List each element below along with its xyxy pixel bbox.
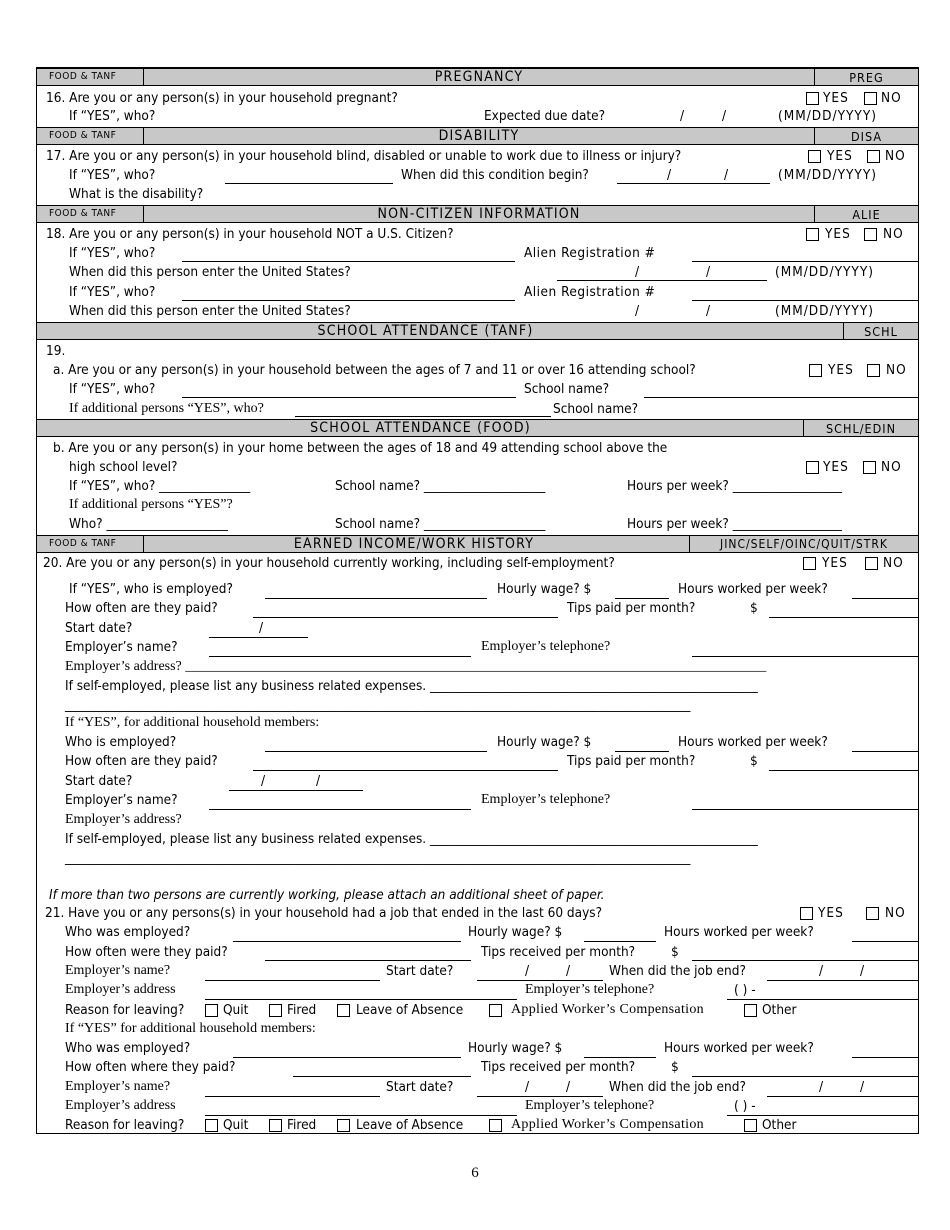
q20-self-employed-line[interactable]: If self-employed, please list any business related expenses. ______________________________________________________	[65, 678, 758, 694]
q18-enter-label: When did this person enter the United States?	[69, 264, 351, 280]
program-label: FOOD & TANF	[37, 206, 144, 222]
q19a-additional-field[interactable]	[295, 416, 551, 417]
q20-hours2-field[interactable]	[852, 751, 918, 752]
section-code: SCHL/EDIN	[803, 420, 918, 436]
section-header-earned-income	[37, 535, 918, 553]
q20-how-often-field[interactable]	[253, 617, 558, 618]
q19a-who-label: If “YES”, who?	[69, 381, 156, 397]
q20-no-label: NO	[883, 555, 904, 571]
q21-hours-field[interactable]	[852, 941, 918, 942]
q21-other-checkbox[interactable]	[744, 1004, 757, 1017]
page-number: 6	[471, 1165, 479, 1181]
q21-fired2-checkbox[interactable]	[269, 1119, 282, 1132]
date-separator: /	[316, 773, 321, 789]
q21-employer-address2-label: Employer’s address	[65, 1098, 176, 1113]
q20-start2-label: Start date?	[65, 773, 133, 789]
q20-employer-phone2-field[interactable]	[692, 809, 918, 810]
q20-yes-label: YES	[822, 555, 848, 571]
q19a-yes-checkbox[interactable]	[809, 364, 822, 377]
q21-employer-phone-format: ( ) -	[734, 982, 756, 998]
q18-who2-field[interactable]	[182, 300, 515, 301]
date-separator: /	[860, 1079, 865, 1095]
section-code: ALIE	[814, 206, 918, 222]
q17-begin-date-field[interactable]	[617, 183, 770, 184]
q21-start-field[interactable]	[477, 980, 603, 981]
q21-hours2-field[interactable]	[852, 1057, 918, 1058]
date-separator: /	[680, 108, 685, 124]
q21-how-often-label: How often were they paid?	[65, 944, 228, 960]
question-18: 18. Are you or any person(s) in your household NOT a U.S. Citizen?	[46, 226, 454, 242]
q21-who-was-field[interactable]	[233, 941, 461, 942]
q21-tips2-label: Tips received per month?	[481, 1059, 636, 1075]
q21-employer-address2-field[interactable]	[205, 1115, 517, 1116]
section-code: DISA	[814, 128, 918, 144]
q18-alien2-label: Alien Registration #	[524, 284, 656, 300]
q21-tips2-dollar: $	[671, 1059, 679, 1075]
q21-fired-label: Fired	[287, 1002, 317, 1018]
q17-who-label: If “YES”, who?	[69, 167, 156, 183]
q21-workers-comp-label: Applied Worker’s Compensation	[511, 1002, 704, 1017]
q21-employer-phone-label: Employer’s telephone?	[525, 982, 655, 997]
q19b-who-line[interactable]: If “YES”, who? _______________	[69, 478, 251, 494]
question-19: 19.	[46, 343, 66, 359]
q20-start-label: Start date?	[65, 620, 133, 636]
q18-alien-field[interactable]	[692, 261, 918, 262]
q16-due-date-label: Expected due date?	[484, 108, 606, 124]
q20-tips2-label: Tips paid per month?	[567, 753, 696, 769]
q18-yes-checkbox[interactable]	[806, 228, 819, 241]
section-code: PREG	[814, 69, 918, 85]
date-format-hint: (MM/DD/YYYY)	[775, 303, 874, 319]
q21-job-end-field[interactable]	[767, 980, 918, 981]
q19b-yes-label: YES	[823, 459, 849, 475]
q21-employer-address-label: Employer’s address	[65, 982, 176, 997]
q21-no-label: NO	[885, 905, 906, 921]
q19a-who-field[interactable]	[182, 397, 516, 398]
q21-employer-name2-label: Employer’s name?	[65, 1079, 171, 1094]
q18-alien2-field[interactable]	[692, 300, 918, 301]
q21-hourly-field[interactable]	[584, 941, 656, 942]
date-separator: /	[259, 620, 264, 636]
date-separator: /	[261, 773, 266, 789]
program-label: FOOD & TANF	[37, 536, 144, 552]
q19a-school-field[interactable]	[644, 397, 918, 398]
date-separator: /	[860, 963, 865, 979]
q20-employer-phone2-label: Employer’s telephone?	[481, 792, 611, 807]
q20-self-employed2-line[interactable]: If self-employed, please list any business related expenses. ______________________________________________________	[65, 831, 758, 847]
question-16: 16. Are you or any person(s) in your household pregnant?	[46, 90, 398, 106]
q21-employer-phone2-format: ( ) -	[734, 1098, 756, 1114]
q21-tips-label: Tips received per month?	[481, 944, 636, 960]
q19b-who2-line[interactable]: Who? ____________________	[69, 516, 228, 532]
q20-tips2-field[interactable]	[769, 770, 918, 771]
q20-who-employed2-field[interactable]	[265, 751, 487, 752]
q18-yes-label: YES	[825, 226, 851, 242]
question-19b: b. Are you or any person(s) in your home between the ages of 18 and 49 attending school above the	[53, 440, 668, 456]
q18-enter2-label: When did this person enter the United States?	[69, 303, 351, 319]
q21-quit2-checkbox[interactable]	[205, 1119, 218, 1132]
q21-employer-name-label: Employer’s name?	[65, 963, 171, 978]
q20-hours-field[interactable]	[852, 598, 918, 599]
q21-how-often-field[interactable]	[265, 960, 471, 961]
q17-yes-checkbox[interactable]	[808, 150, 821, 163]
q21-loa2-checkbox[interactable]	[337, 1119, 350, 1132]
q16-who-label: If “YES”, who?	[69, 108, 156, 124]
q17-no-label: NO	[885, 148, 906, 164]
q21-workers-comp2-label: Applied Worker’s Compensation	[511, 1117, 704, 1132]
q21-tips-field[interactable]	[692, 960, 918, 961]
date-separator: /	[706, 303, 711, 319]
q21-employer-name2-field[interactable]	[205, 1096, 380, 1097]
q20-hourly2-field[interactable]	[615, 751, 669, 752]
date-separator: /	[566, 1079, 571, 1095]
q21-start2-label: Start date?	[386, 1079, 454, 1095]
q21-other2-label: Other	[762, 1117, 797, 1133]
section-code: SCHL	[843, 323, 918, 339]
q17-begin-label: When did this condition begin?	[401, 167, 589, 183]
question-19b-cont: high school level?	[69, 459, 178, 475]
q19b-school2-line[interactable]: School name? ____________________	[335, 516, 546, 532]
section-header-school-tanf	[37, 322, 918, 340]
q21-how-often2-field[interactable]	[293, 1076, 471, 1077]
q19a-yes-label: YES	[828, 362, 854, 378]
q20-hourly-label: Hourly wage? $	[497, 581, 592, 597]
q20-additional-label: If “YES”, for additional household members:	[65, 715, 320, 730]
q20-who-employed2-label: Who is employed?	[65, 734, 177, 750]
q20-employer-phone-field[interactable]	[692, 656, 918, 657]
q17-who-field[interactable]	[225, 183, 393, 184]
q16-yes-label: YES	[823, 90, 849, 106]
q19b-hours-line[interactable]: Hours per week? __________________	[627, 478, 842, 494]
date-separator: /	[667, 167, 672, 183]
date-separator: /	[525, 1079, 530, 1095]
q21-workers-comp-checkbox[interactable]	[489, 1004, 502, 1017]
section-header-school-food	[37, 419, 918, 437]
q20-hours-label: Hours worked per week?	[678, 581, 828, 597]
q18-enter-date-field[interactable]	[557, 280, 767, 281]
q20-tips-dollar: $	[750, 600, 758, 616]
program-label: FOOD & TANF	[37, 69, 144, 85]
q20-tips2-dollar: $	[750, 753, 758, 769]
section-header-disability	[37, 127, 918, 145]
q19b-yes-checkbox[interactable]	[806, 461, 819, 474]
q20-employer-phone-label: Employer’s telephone?	[481, 639, 611, 654]
section-title: SCHOOL ATTENDANCE (TANF)	[317, 323, 534, 339]
section-title: PREGNANCY	[434, 69, 524, 85]
q21-quit2-label: Quit	[223, 1117, 249, 1133]
q21-hourly2-label: Hourly wage? $	[468, 1040, 563, 1056]
q19a-no-label: NO	[886, 362, 907, 378]
date-format-hint: (MM/DD/YYYY)	[778, 108, 877, 124]
date-separator: /	[819, 1079, 824, 1095]
program-label: FOOD & TANF	[37, 128, 144, 144]
q21-who-was2-field[interactable]	[233, 1057, 461, 1058]
q20-employer-name2-field[interactable]	[209, 809, 471, 810]
q21-tips2-field[interactable]	[692, 1076, 918, 1077]
q18-who-label: If “YES”, who?	[69, 245, 156, 261]
q21-reason-label: Reason for leaving?	[65, 1002, 185, 1018]
q21-job-end2-field[interactable]	[767, 1096, 918, 1097]
q20-self-employed-line-2[interactable]: _______________________________________________________________________________________________________	[65, 697, 691, 713]
q21-fired2-label: Fired	[287, 1117, 317, 1133]
section-header-non-citizen	[37, 205, 918, 223]
question-21: 21. Have you or any persons(s) in your household had a job that ended in the last 60 days?	[45, 905, 603, 921]
more-than-two-note: If more than two persons are currently working, please attach an additional sheet of paper.	[49, 887, 605, 903]
q21-no-checkbox[interactable]	[866, 907, 879, 920]
q20-self-employed2-line-2[interactable]: _______________________________________________________________________________________________________	[65, 850, 691, 866]
q21-tips-dollar: $	[671, 944, 679, 960]
q19b-hours2-line[interactable]: Hours per week? __________________	[627, 516, 842, 532]
date-separator: /	[566, 963, 571, 979]
q16-no-label: NO	[881, 90, 902, 106]
q18-no-checkbox[interactable]	[864, 228, 877, 241]
q21-how-often2-label: How often where they paid?	[65, 1059, 236, 1075]
q20-employer-name-field[interactable]	[209, 656, 471, 657]
q21-job-end2-label: When did the job end?	[609, 1079, 746, 1095]
q19a-school-label: School name?	[524, 381, 610, 397]
q17-no-checkbox[interactable]	[867, 150, 880, 163]
q21-employer-phone-field[interactable]	[727, 999, 918, 1000]
q21-reason2-label: Reason for leaving?	[65, 1117, 185, 1133]
q20-hours2-label: Hours worked per week?	[678, 734, 828, 750]
date-format-hint: (MM/DD/YYYY)	[778, 167, 877, 183]
q21-hours2-label: Hours worked per week?	[664, 1040, 814, 1056]
q21-yes-checkbox[interactable]	[800, 907, 813, 920]
q20-employer-address-line[interactable]: Employer’s address? ___________________________________________________________________________________	[65, 659, 767, 674]
q18-who-field[interactable]	[182, 261, 515, 262]
q19b-additional-label: If additional persons “YES”?	[69, 497, 233, 512]
q21-who-was-label: Who was employed?	[65, 924, 191, 940]
q21-loa-checkbox[interactable]	[337, 1004, 350, 1017]
q21-quit-label: Quit	[223, 1002, 249, 1018]
section-code: JINC/SELF/OINC/QUIT/STRK	[689, 536, 918, 552]
date-separator: /	[706, 264, 711, 280]
section-title: SCHOOL ATTENDANCE (FOOD)	[310, 420, 531, 436]
q21-employer-address-field[interactable]	[205, 999, 517, 1000]
section-title: DISABILITY	[438, 128, 520, 144]
q20-start-field[interactable]	[209, 637, 308, 638]
q21-loa2-label: Leave of Absence	[356, 1117, 464, 1133]
q20-employer-address2-label: Employer’s address?	[65, 812, 182, 827]
q20-how-often2-field[interactable]	[253, 770, 558, 771]
q21-fired-checkbox[interactable]	[269, 1004, 282, 1017]
q20-hourly-field[interactable]	[615, 598, 669, 599]
date-separator: /	[722, 108, 727, 124]
date-separator: /	[724, 167, 729, 183]
q21-workers-comp2-checkbox[interactable]	[489, 1119, 502, 1132]
question-19a: a. Are you or any person(s) in your household between the ages of 7 and 11 or over 16 attending school?	[53, 362, 696, 378]
q19b-school-line[interactable]: School name? ____________________	[335, 478, 546, 494]
q19a-school2-label: School name?	[553, 401, 639, 417]
q20-how-often2-label: How often are they paid?	[65, 753, 218, 769]
date-separator: /	[819, 963, 824, 979]
q20-yes-checkbox[interactable]	[803, 557, 816, 570]
q20-hourly2-label: Hourly wage? $	[497, 734, 592, 750]
q16-no-checkbox[interactable]	[864, 92, 877, 105]
q20-tips-field[interactable]	[769, 617, 918, 618]
section-title: NON-CITIZEN INFORMATION	[377, 206, 581, 222]
section-title: EARNED INCOME/WORK HISTORY	[293, 536, 535, 552]
q21-hours-label: Hours worked per week?	[664, 924, 814, 940]
date-separator: /	[635, 264, 640, 280]
q21-employer-name-field[interactable]	[205, 980, 380, 981]
q20-who-employed-field[interactable]	[265, 598, 487, 599]
q21-who-was2-label: Who was employed?	[65, 1040, 191, 1056]
date-separator: /	[635, 303, 640, 319]
section-header-pregnancy	[37, 68, 918, 86]
q19b-no-checkbox[interactable]	[863, 461, 876, 474]
q21-employer-phone2-field[interactable]	[727, 1115, 918, 1116]
q19a-additional-label: If additional persons “YES”, who?	[69, 401, 264, 416]
q20-how-often-label: How often are they paid?	[65, 600, 218, 616]
q21-other2-checkbox[interactable]	[744, 1119, 757, 1132]
q18-alien-label: Alien Registration #	[524, 245, 656, 261]
q20-who-employed-label: If “YES”, who is employed?	[69, 581, 233, 597]
q20-no-checkbox[interactable]	[865, 557, 878, 570]
question-20: 20. Are you or any person(s) in your household currently working, including self-employment?	[43, 555, 615, 571]
q21-loa-label: Leave of Absence	[356, 1002, 464, 1018]
q21-other-label: Other	[762, 1002, 797, 1018]
q21-quit-checkbox[interactable]	[205, 1004, 218, 1017]
q18-no-label: NO	[883, 226, 904, 242]
application-form-page	[36, 67, 919, 1134]
q21-start-label: Start date?	[386, 963, 454, 979]
date-format-hint: (MM/DD/YYYY)	[775, 264, 874, 280]
q18-who2-label: If “YES”, who?	[69, 284, 156, 300]
date-separator: /	[525, 963, 530, 979]
q21-hourly2-field[interactable]	[584, 1057, 656, 1058]
q21-additional-label: If “YES” for additional household members:	[65, 1021, 316, 1036]
question-17: 17. Are you or any person(s) in your household blind, disabled or unable to work due to illness or injury?	[46, 148, 682, 164]
q21-employer-phone2-label: Employer’s telephone?	[525, 1098, 655, 1113]
q21-job-end-label: When did the job end?	[609, 963, 746, 979]
q19b-no-label: NO	[881, 459, 902, 475]
q17-yes-label: YES	[827, 148, 853, 164]
q20-employer-name2-label: Employer’s name?	[65, 792, 178, 808]
q16-yes-checkbox[interactable]	[806, 92, 819, 105]
q21-hourly-label: Hourly wage? $	[468, 924, 563, 940]
q17-what-label: What is the disability?	[69, 186, 204, 202]
q20-tips-label: Tips paid per month?	[567, 600, 696, 616]
q20-employer-name-label: Employer’s name?	[65, 639, 178, 655]
q19a-no-checkbox[interactable]	[867, 364, 880, 377]
q21-yes-label: YES	[818, 905, 844, 921]
q20-start2-field[interactable]	[229, 790, 363, 791]
q21-start2-field[interactable]	[477, 1096, 603, 1097]
